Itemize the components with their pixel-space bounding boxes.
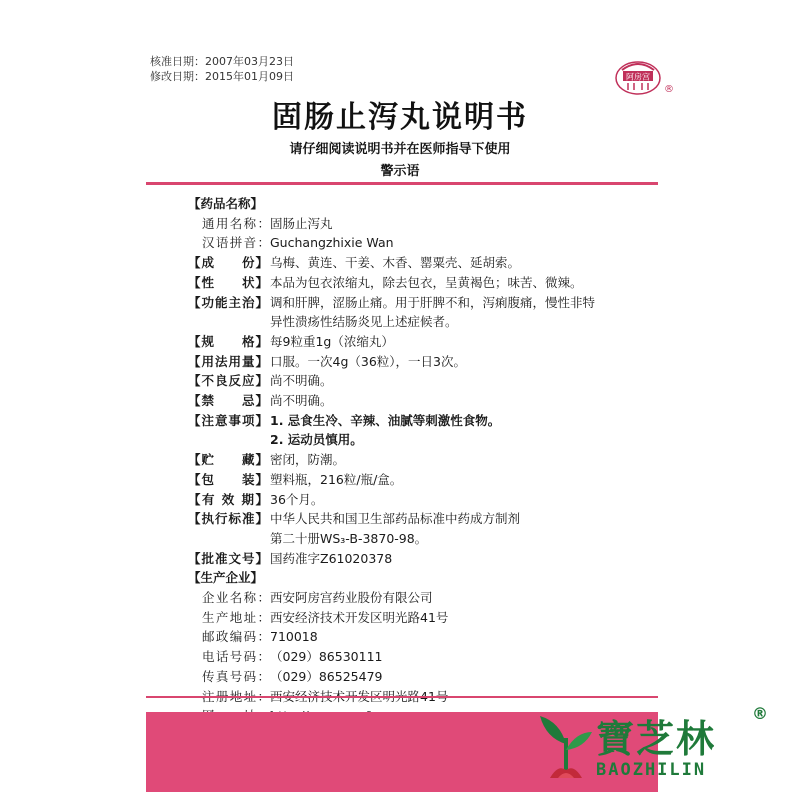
standard-value-2: 第二十册WS₃-B-3870-98。 [270,530,428,546]
specification-value: 每9粒重1g（浓缩丸） [270,333,394,349]
appearance-line [188,273,658,293]
standard-label: 【执行标准】 [188,511,268,527]
dosage-line [188,352,658,372]
adverse-label: 【不良反应】 [188,373,268,389]
indications-line-2 [188,312,658,332]
manufacturer-item [188,627,658,647]
precautions-value: 1. 忌食生冷、辛辣、油腻等刺激性食物。 [270,412,501,428]
specification-label: 【规 格】 [188,333,268,349]
logo-registered-mark: ® [664,84,674,95]
production-address-label: 生产地址： [202,609,270,625]
drug-name-header-line [188,194,658,214]
leaflet-content [188,194,658,726]
brand-english-name: BAOZHILIN [596,760,707,780]
company-name-value: 西安阿房宫药业股份有限公司 [270,590,433,606]
manufacturer-item [188,647,658,667]
contraindications-value: 尚不明确。 [270,393,333,409]
approval-date: 核准日期：2007年03月23日 [150,55,294,68]
warning-heading: 警示语 [380,164,420,179]
approval-number-value: 国药准字Z61020378 [270,550,393,566]
company-name-label: 企业名称： [202,590,270,606]
pinyin-value: Guchangzhixie Wan [270,235,394,251]
production-address-value: 西安经济技术开发区明光路41号 [270,609,449,625]
precautions-line-2 [188,430,658,450]
brand-watermark [530,700,800,800]
generic-name-label: 通用名称： [202,215,270,231]
precautions-line [188,411,658,431]
pinyin-label: 汉语拼音： [202,235,270,251]
dosage-value: 口服。一次4g（36粒），一日3次。 [270,353,466,369]
specification-line [188,332,658,352]
appearance-value: 本品为包衣浓缩丸，除去包衣，呈黄褐色；味苦、微辣。 [270,274,583,290]
company-logo [614,56,662,96]
manufacturer-item [188,667,658,687]
revision-date: 修改日期：2015年01月09日 [150,70,294,83]
phone-label: 电话号码： [202,649,270,665]
brand-name: 寶芝林 [596,716,717,761]
manufacturer-header: 【生产企业】 [188,570,264,586]
standard-line [188,509,658,529]
validity-line [188,490,658,510]
packaging-label: 【包 装】 [188,471,268,487]
validity-label: 【有 效 期】 [188,491,268,507]
precautions-value-2: 2. 运动员慎用。 [270,432,363,448]
indications-value: 调和肝脾，涩肠止痛。用于肝脾不和，泻痢腹痛，慢性非特 [270,294,596,310]
storage-line [188,450,658,470]
fax-label: 传真号码： [202,668,270,684]
storage-value: 密闭，防潮。 [270,452,346,468]
postcode-label: 邮政编码： [202,629,270,645]
phone-value: （029）86530111 [270,649,383,665]
document-dates [150,54,294,84]
top-divider [146,182,658,185]
postcode-value: 710018 [270,629,318,645]
adverse-line [188,371,658,391]
logo-text: 阿房宫 [626,72,650,82]
packaging-value: 塑料瓶，216粒/瓶/盒。 [270,471,403,487]
manufacturer-item [188,588,658,608]
indications-value-2: 异性溃疡性结肠炎见上述症候者。 [270,314,458,330]
appearance-label: 【性 状】 [188,274,268,290]
brand-registered-mark: ® [752,704,768,723]
ingredients-line [188,253,658,273]
standard-value: 中华人民共和国卫生部药品标准中药成方制剂 [270,511,521,527]
precautions-label: 【注意事项】 [188,412,268,428]
approval-number-line [188,549,658,569]
contraindications-line [188,391,658,411]
drug-name-header: 【药品名称】 [188,196,264,211]
page-title: 固肠止泻丸说明书 [272,100,528,135]
adverse-value: 尚不明确。 [270,373,333,389]
ingredients-label: 【成 份】 [188,255,268,271]
fax-value: （029）86525479 [270,668,383,684]
usage-notice: 请仔细阅读说明书并在医师指导下使用 [289,142,511,157]
contraindications-label: 【禁 忌】 [188,393,268,409]
pinyin-line [188,233,658,253]
ingredients-value: 乌梅、黄连、干姜、木香、罂粟壳、延胡索。 [270,255,521,271]
validity-value: 36个月。 [270,491,324,507]
indications-line [188,293,658,313]
packaging-line [188,470,658,490]
plant-icon [536,708,596,780]
generic-name-value: 固肠止泻丸 [270,215,333,231]
approval-number-label: 【批准文号】 [188,550,268,566]
standard-line-2 [188,529,658,549]
manufacturer-header-line [188,568,658,588]
indications-label: 【功能主治】 [188,294,268,310]
storage-label: 【贮 藏】 [188,452,268,468]
generic-name-line [188,214,658,234]
manufacturer-item [188,608,658,628]
dosage-label: 【用法用量】 [188,353,268,369]
bottom-divider [146,696,658,698]
